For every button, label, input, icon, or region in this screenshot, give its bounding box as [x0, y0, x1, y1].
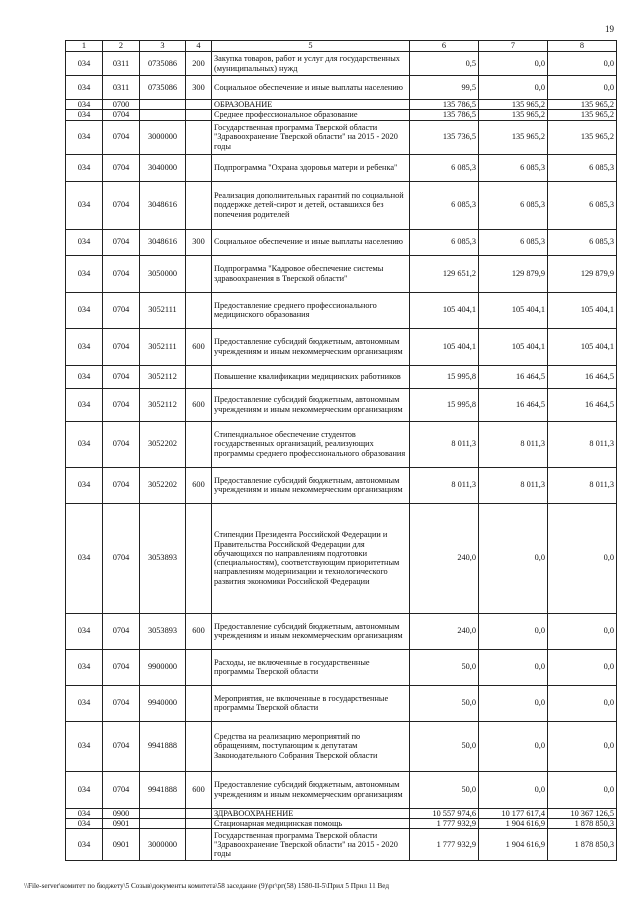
item-name-cell: Подпрограмма "Охрана здоровья матери и ребенка"	[212, 154, 410, 181]
table-row	[66, 255, 617, 292]
target-article-cell: 3052202	[140, 467, 186, 503]
amount-col7-cell: 8 011,3	[479, 467, 548, 503]
item-name-cell: Социальное обеспечение и иные выплаты населению	[212, 229, 410, 255]
amount-col6-cell: 50,0	[410, 721, 479, 771]
table-row	[66, 229, 617, 255]
expense-type-cell	[186, 421, 212, 467]
item-name-cell: Предоставление субсидий бюджетным, автономным учреждениям и иным некоммерческим организациям	[212, 328, 410, 365]
amount-col7-cell: 0,0	[479, 52, 548, 76]
file-path-footer: \\File-server\комитет по бюджету\5 Созыв\документы комитета\58 заседание (9)\рг\рг(58) 1580-II-5\Прил 5 Прил 11 Вед	[24, 882, 390, 890]
item-name-cell: Стационарная медицинская помощь	[212, 818, 410, 828]
section-code-cell: 0704	[103, 421, 140, 467]
target-article-cell: 3000000	[140, 829, 186, 861]
target-article-cell: 9940000	[140, 685, 186, 721]
amount-col7-cell: 135 965,2	[479, 120, 548, 154]
amount-col6-cell: 8 011,3	[410, 467, 479, 503]
target-article-cell: 3050000	[140, 255, 186, 292]
section-code-cell: 0700	[103, 100, 140, 110]
section-code-cell: 0704	[103, 467, 140, 503]
column-header: 2	[103, 41, 140, 52]
table-row	[66, 829, 617, 861]
table-row	[66, 721, 617, 771]
ministry-code-cell: 034	[66, 52, 103, 76]
ministry-code-cell: 034	[66, 503, 103, 613]
target-article-cell	[140, 808, 186, 818]
amount-col6-cell: 129 651,2	[410, 255, 479, 292]
amount-col8-cell: 6 085,3	[548, 154, 617, 181]
item-name-cell: Государственная программа Тверской области "Здравоохранение Тверской области" на 2015 - 2020 годы	[212, 829, 410, 861]
column-header: 7	[479, 41, 548, 52]
amount-col7-cell: 6 085,3	[479, 229, 548, 255]
table-row	[66, 120, 617, 154]
amount-col6-cell: 50,0	[410, 771, 479, 808]
amount-col7-cell: 0,0	[479, 685, 548, 721]
section-code-cell: 0311	[103, 52, 140, 76]
amount-col8-cell: 8 011,3	[548, 467, 617, 503]
amount-col8-cell: 105 404,1	[548, 328, 617, 365]
section-code-cell: 0704	[103, 229, 140, 255]
amount-col8-cell: 105 404,1	[548, 292, 617, 328]
amount-col8-cell: 1 878 850,3	[548, 829, 617, 861]
expense-type-cell: 600	[186, 467, 212, 503]
expense-type-cell	[186, 120, 212, 154]
item-name-cell: Среднее профессиональное образование	[212, 110, 410, 120]
amount-col8-cell: 6 085,3	[548, 181, 617, 229]
amount-col8-cell: 0,0	[548, 76, 617, 100]
amount-col7-cell: 129 879,9	[479, 255, 548, 292]
table-row	[66, 421, 617, 467]
expense-type-cell	[186, 808, 212, 818]
column-header: 3	[140, 41, 186, 52]
amount-col8-cell: 16 464,5	[548, 365, 617, 388]
target-article-cell: 3053893	[140, 503, 186, 613]
amount-col6-cell: 6 085,3	[410, 229, 479, 255]
target-article-cell: 3000000	[140, 120, 186, 154]
table-row	[66, 154, 617, 181]
amount-col7-cell: 10 177 617,4	[479, 808, 548, 818]
amount-col8-cell: 0,0	[548, 613, 617, 649]
column-header: 5	[212, 41, 410, 52]
section-code-cell: 0704	[103, 771, 140, 808]
ministry-code-cell: 034	[66, 649, 103, 685]
item-name-cell: Предоставление субсидий бюджетным, автономным учреждениям и иным некоммерческим организациям	[212, 613, 410, 649]
column-header: 1	[66, 41, 103, 52]
section-code-cell: 0704	[103, 255, 140, 292]
ministry-code-cell: 034	[66, 110, 103, 120]
expense-type-cell	[186, 292, 212, 328]
amount-col6-cell: 15 995,8	[410, 388, 479, 421]
item-name-cell: Предоставление субсидий бюджетным, автономным учреждениям и иным некоммерческим организациям	[212, 467, 410, 503]
amount-col6-cell: 6 085,3	[410, 154, 479, 181]
expense-type-cell	[186, 685, 212, 721]
expense-type-cell	[186, 255, 212, 292]
target-article-cell: 0735086	[140, 52, 186, 76]
table-row	[66, 388, 617, 421]
expense-type-cell: 600	[186, 613, 212, 649]
target-article-cell: 3048616	[140, 229, 186, 255]
table-row	[66, 76, 617, 100]
section-code-cell: 0704	[103, 388, 140, 421]
target-article-cell: 3048616	[140, 181, 186, 229]
expense-type-cell	[186, 365, 212, 388]
target-article-cell	[140, 818, 186, 828]
ministry-code-cell: 034	[66, 818, 103, 828]
amount-col6-cell: 8 011,3	[410, 421, 479, 467]
ministry-code-cell: 034	[66, 365, 103, 388]
expense-type-cell	[186, 721, 212, 771]
ministry-code-cell: 034	[66, 771, 103, 808]
expense-type-cell: 200	[186, 52, 212, 76]
section-code-cell: 0704	[103, 292, 140, 328]
section-code-cell: 0704	[103, 649, 140, 685]
ministry-code-cell: 034	[66, 181, 103, 229]
amount-col6-cell: 105 404,1	[410, 328, 479, 365]
expense-type-cell	[186, 818, 212, 828]
ministry-code-cell: 034	[66, 685, 103, 721]
table-row	[66, 181, 617, 229]
amount-col6-cell: 240,0	[410, 613, 479, 649]
target-article-cell: 3052202	[140, 421, 186, 467]
amount-col8-cell: 0,0	[548, 771, 617, 808]
target-article-cell: 9941888	[140, 771, 186, 808]
table-row	[66, 613, 617, 649]
target-article-cell: 3053893	[140, 613, 186, 649]
section-code-cell: 0704	[103, 365, 140, 388]
amount-col7-cell: 105 404,1	[479, 328, 548, 365]
amount-col6-cell: 1 777 932,9	[410, 818, 479, 828]
item-name-cell: Средства на реализацию мероприятий по обращениям, поступающим к депутатам Законодательного Собрания Тверской области	[212, 721, 410, 771]
item-name-cell: Предоставление субсидий бюджетным, автономным учреждениям и иным некоммерческим организациям	[212, 388, 410, 421]
expense-type-cell	[186, 181, 212, 229]
amount-col7-cell: 1 904 616,9	[479, 818, 548, 828]
item-name-cell: Реализация дополнительных гарантий по социальной поддержке детей-сирот и детей, оставшихся без попечения родителей	[212, 181, 410, 229]
table-row	[66, 818, 617, 828]
ministry-code-cell: 034	[66, 255, 103, 292]
ministry-code-cell: 034	[66, 388, 103, 421]
expense-type-cell: 600	[186, 388, 212, 421]
section-code-cell: 0900	[103, 808, 140, 818]
item-name-cell: Подпрограмма "Кадровое обеспечение системы здравоохранения в Тверской области"	[212, 255, 410, 292]
expense-type-cell: 600	[186, 771, 212, 808]
amount-col7-cell: 6 085,3	[479, 181, 548, 229]
amount-col7-cell: 16 464,5	[479, 388, 548, 421]
item-name-cell: Социальное обеспечение и иные выплаты населению	[212, 76, 410, 100]
amount-col8-cell: 135 965,2	[548, 120, 617, 154]
section-code-cell: 0311	[103, 76, 140, 100]
expense-type-cell	[186, 100, 212, 110]
amount-col6-cell: 135 786,5	[410, 100, 479, 110]
expense-type-cell	[186, 829, 212, 861]
amount-col6-cell: 50,0	[410, 649, 479, 685]
table-row	[66, 771, 617, 808]
table-row	[66, 110, 617, 120]
budget-table	[65, 40, 617, 861]
column-number-row	[66, 41, 617, 52]
ministry-code-cell: 034	[66, 229, 103, 255]
ministry-code-cell: 034	[66, 76, 103, 100]
amount-col7-cell: 135 965,2	[479, 100, 548, 110]
section-code-cell: 0901	[103, 829, 140, 861]
expense-type-cell	[186, 649, 212, 685]
table-row	[66, 503, 617, 613]
ministry-code-cell: 034	[66, 120, 103, 154]
item-name-cell: Мероприятия, не включенные в государственные программы Тверской области	[212, 685, 410, 721]
amount-col6-cell: 135 736,5	[410, 120, 479, 154]
amount-col8-cell: 0,0	[548, 721, 617, 771]
amount-col7-cell: 1 904 616,9	[479, 829, 548, 861]
expense-type-cell	[186, 154, 212, 181]
expense-type-cell: 300	[186, 229, 212, 255]
item-name-cell: Стипендиальное обеспечение студентов государственных организаций, реализующих программы среднего профессионального образования	[212, 421, 410, 467]
table-row	[66, 649, 617, 685]
target-article-cell: 3052112	[140, 388, 186, 421]
item-name-cell: Стипендии Президента Российской Федерации и Правительства Российской Федерации для обучающихся по направлениям подготовки (специальностям), соответствующим приоритетным направлениям модернизации и технологического развития экономики Российской Федерации	[212, 503, 410, 613]
item-name-cell: Предоставление субсидий бюджетным, автономным учреждениям и иным некоммерческим организациям	[212, 771, 410, 808]
amount-col8-cell: 135 965,2	[548, 100, 617, 110]
table-row	[66, 467, 617, 503]
amount-col7-cell: 135 965,2	[479, 110, 548, 120]
ministry-code-cell: 034	[66, 721, 103, 771]
target-article-cell: 9941888	[140, 721, 186, 771]
table-row	[66, 100, 617, 110]
amount-col7-cell: 6 085,3	[479, 154, 548, 181]
amount-col7-cell: 16 464,5	[479, 365, 548, 388]
amount-col7-cell: 105 404,1	[479, 292, 548, 328]
target-article-cell: 0735086	[140, 76, 186, 100]
amount-col8-cell: 0,0	[548, 649, 617, 685]
section-code-cell: 0704	[103, 120, 140, 154]
ministry-code-cell: 034	[66, 292, 103, 328]
amount-col8-cell: 0,0	[548, 52, 617, 76]
amount-col8-cell: 129 879,9	[548, 255, 617, 292]
amount-col8-cell: 10 367 126,5	[548, 808, 617, 818]
amount-col6-cell: 105 404,1	[410, 292, 479, 328]
amount-col8-cell: 0,0	[548, 503, 617, 613]
amount-col6-cell: 1 777 932,9	[410, 829, 479, 861]
target-article-cell	[140, 110, 186, 120]
amount-col6-cell: 50,0	[410, 685, 479, 721]
section-code-cell: 0704	[103, 721, 140, 771]
expense-type-cell	[186, 110, 212, 120]
table-row	[66, 808, 617, 818]
amount-col7-cell: 8 011,3	[479, 421, 548, 467]
target-article-cell	[140, 100, 186, 110]
amount-col8-cell: 1 878 850,3	[548, 818, 617, 828]
item-name-cell: ЗДРАВООХРАНЕНИЕ	[212, 808, 410, 818]
amount-col7-cell: 0,0	[479, 771, 548, 808]
amount-col8-cell: 0,0	[548, 685, 617, 721]
amount-col7-cell: 0,0	[479, 503, 548, 613]
amount-col7-cell: 0,0	[479, 721, 548, 771]
amount-col6-cell: 6 085,3	[410, 181, 479, 229]
target-article-cell: 3052111	[140, 292, 186, 328]
item-name-cell: ОБРАЗОВАНИЕ	[212, 100, 410, 110]
ministry-code-cell: 034	[66, 421, 103, 467]
amount-col6-cell: 135 786,5	[410, 110, 479, 120]
item-name-cell: Расходы, не включенные в государственные программы Тверской области	[212, 649, 410, 685]
amount-col6-cell: 10 557 974,6	[410, 808, 479, 818]
section-code-cell: 0901	[103, 818, 140, 828]
item-name-cell: Государственная программа Тверской области "Здравоохранение Тверской области" на 2015 - 2020 годы	[212, 120, 410, 154]
table-row	[66, 685, 617, 721]
table-row	[66, 292, 617, 328]
ministry-code-cell: 034	[66, 100, 103, 110]
amount-col7-cell: 0,0	[479, 76, 548, 100]
amount-col7-cell: 0,0	[479, 613, 548, 649]
table-row	[66, 328, 617, 365]
amount-col6-cell: 240,0	[410, 503, 479, 613]
amount-col8-cell: 6 085,3	[548, 229, 617, 255]
target-article-cell: 9900000	[140, 649, 186, 685]
expense-type-cell: 300	[186, 76, 212, 100]
section-code-cell: 0704	[103, 613, 140, 649]
expense-type-cell: 600	[186, 328, 212, 365]
item-name-cell: Закупка товаров, работ и услуг для государственных (муниципальных) нужд	[212, 52, 410, 76]
target-article-cell: 3040000	[140, 154, 186, 181]
amount-col6-cell: 0,5	[410, 52, 479, 76]
table-row	[66, 52, 617, 76]
ministry-code-cell: 034	[66, 467, 103, 503]
section-code-cell: 0704	[103, 685, 140, 721]
ministry-code-cell: 034	[66, 808, 103, 818]
ministry-code-cell: 034	[66, 154, 103, 181]
section-code-cell: 0704	[103, 328, 140, 365]
item-name-cell: Предоставление среднего профессионального медицинского образования	[212, 292, 410, 328]
amount-col8-cell: 16 464,5	[548, 388, 617, 421]
column-header: 8	[548, 41, 617, 52]
amount-col6-cell: 99,5	[410, 76, 479, 100]
table-row	[66, 365, 617, 388]
amount-col8-cell: 8 011,3	[548, 421, 617, 467]
section-code-cell: 0704	[103, 503, 140, 613]
column-header: 6	[410, 41, 479, 52]
ministry-code-cell: 034	[66, 613, 103, 649]
page-number: 19	[605, 24, 614, 34]
section-code-cell: 0704	[103, 154, 140, 181]
amount-col8-cell: 135 965,2	[548, 110, 617, 120]
section-code-cell: 0704	[103, 181, 140, 229]
amount-col7-cell: 0,0	[479, 649, 548, 685]
section-code-cell: 0704	[103, 110, 140, 120]
column-header: 4	[186, 41, 212, 52]
amount-col6-cell: 15 995,8	[410, 365, 479, 388]
ministry-code-cell: 034	[66, 829, 103, 861]
ministry-code-cell: 034	[66, 328, 103, 365]
target-article-cell: 3052112	[140, 365, 186, 388]
item-name-cell: Повышение квалификации медицинских работников	[212, 365, 410, 388]
target-article-cell: 3052111	[140, 328, 186, 365]
expense-type-cell	[186, 503, 212, 613]
